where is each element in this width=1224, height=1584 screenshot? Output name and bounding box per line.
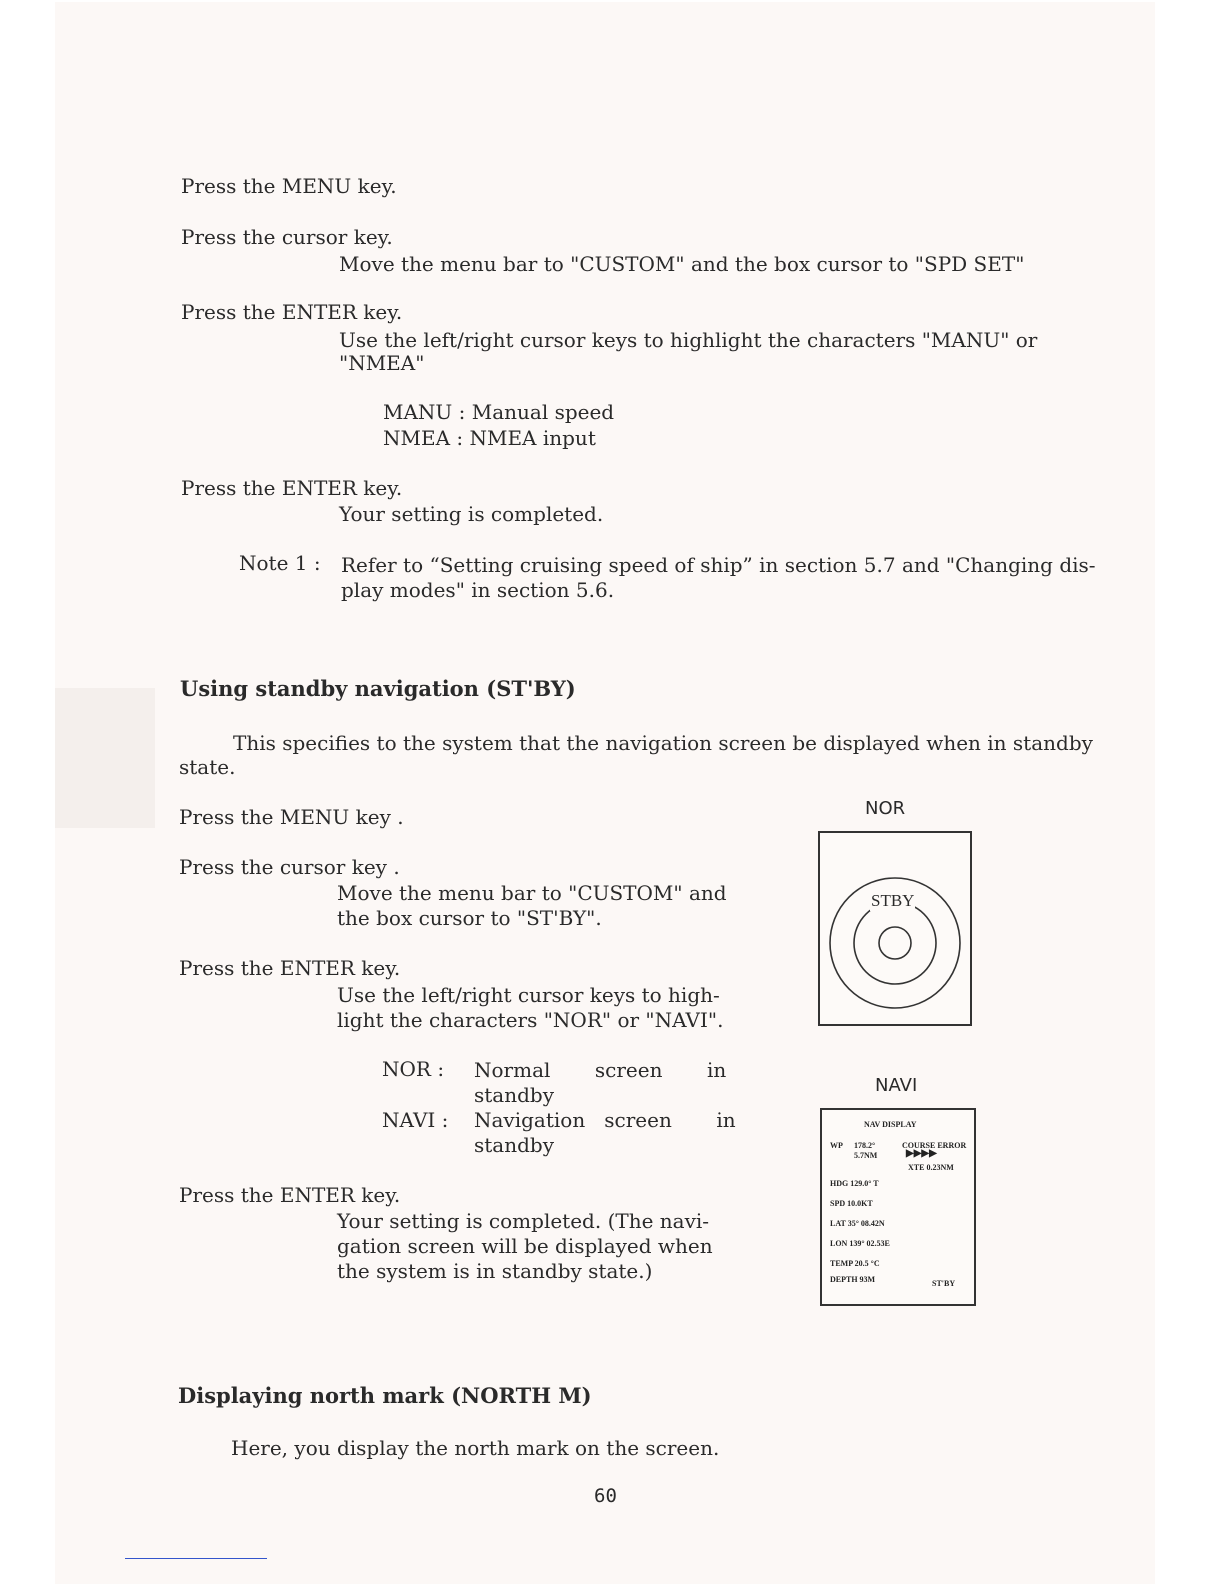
option-nor-line2: standby: [474, 1083, 555, 1107]
option-navi-line2: standby: [474, 1133, 555, 1157]
option-nor-label: NOR :: [382, 1057, 445, 1081]
page-number: 60: [594, 1485, 617, 1507]
standby-intro-line1: This specifies to the system that the navigation screen be displayed when in standby: [233, 731, 1093, 755]
page-tab-shade: [55, 688, 155, 828]
navi-lat: LAT 35° 08.42N: [830, 1219, 885, 1228]
note-label: Note 1 :: [239, 551, 321, 575]
navi-spd: SPD 10.0KT: [830, 1199, 873, 1208]
section-heading-north-mark: Displaying north mark (NORTH M): [178, 1383, 592, 1408]
figure-nor-rings: [820, 833, 970, 1024]
navi-hdg: HDG 129.0° T: [830, 1179, 879, 1188]
navi-xte: XTE 0.23NM: [908, 1163, 954, 1172]
standby-cursor-line1: Move the menu bar to "CUSTOM" and: [337, 881, 727, 905]
option-manu: MANU : Manual speed: [383, 400, 615, 424]
option-navi-line1: Navigation screen in: [474, 1108, 736, 1132]
step-enter-detail-line2: "NMEA": [339, 351, 425, 375]
navi-stby: ST'BY: [932, 1279, 956, 1288]
option-nmea: NMEA : NMEA input: [383, 426, 596, 450]
footer-rule: [125, 1558, 267, 1559]
standby-complete-line1: Your setting is completed. (The navi-: [337, 1209, 710, 1233]
standby-complete-line2: gation screen will be displayed when: [337, 1234, 713, 1258]
step-menu-key: Press the MENU key.: [181, 174, 397, 198]
option-nor-line1: Normal screen in: [474, 1058, 727, 1082]
navi-course-error: COURSE ERROR: [902, 1141, 967, 1150]
standby-intro-line2: state.: [179, 755, 236, 779]
step-enter-detail-line1: Use the left/right cursor keys to highlight the characters "MANU" or: [339, 328, 1038, 352]
middle-ring: [854, 902, 936, 984]
note-line2: play modes" in section 5.6.: [341, 578, 615, 602]
navi-wp-bearing: 178.2°: [854, 1141, 876, 1150]
inner-ring: [879, 927, 911, 959]
figure-navi-screen: [820, 1108, 976, 1306]
standby-enter-line1: Use the left/right cursor keys to high-: [337, 983, 720, 1007]
step-completed: Your setting is completed.: [339, 502, 604, 526]
standby-enter-line2: light the characters "NOR" or "NAVI".: [337, 1008, 724, 1032]
stby-label: STBY: [871, 891, 915, 910]
standby-step-enter-2: Press the ENTER key.: [179, 1183, 401, 1207]
figure-nor-title: NOR: [865, 798, 906, 819]
navi-temp: TEMP 20.5 °C: [830, 1259, 880, 1268]
navi-course-arrows: ▶▶▶▶: [906, 1148, 937, 1159]
standby-step-enter: Press the ENTER key.: [179, 956, 401, 980]
standby-step-menu: Press the MENU key .: [179, 805, 404, 829]
navi-wp-distance: 5.7NM: [854, 1151, 878, 1160]
step-enter-key: Press the ENTER key.: [181, 300, 403, 324]
step-cursor-detail: Move the menu bar to "CUSTOM" and the box cursor to "SPD SET": [339, 252, 1025, 276]
standby-complete-line3: the system is in standby state.): [337, 1259, 653, 1283]
note-line1: Refer to “Setting cruising speed of ship” in section 5.7 and "Changing dis-: [341, 553, 1096, 577]
navi-lon: LON 139° 02.53E: [830, 1239, 890, 1248]
navi-header: NAV DISPLAY: [864, 1120, 917, 1129]
navi-wp: WP: [830, 1141, 843, 1150]
north-mark-intro: Here, you display the north mark on the screen.: [231, 1436, 720, 1460]
step-enter-key-2: Press the ENTER key.: [181, 476, 403, 500]
figure-navi-title: NAVI: [875, 1075, 918, 1096]
option-navi-label: NAVI :: [382, 1108, 449, 1132]
standby-step-cursor: Press the cursor key .: [179, 855, 400, 879]
figure-nor-screen: [818, 831, 972, 1026]
navi-depth: DEPTH 93M: [830, 1275, 876, 1284]
step-cursor-key: Press the cursor key.: [181, 225, 393, 249]
section-heading-standby: Using standby navigation (ST'BY): [180, 676, 576, 701]
standby-cursor-line2: the box cursor to "ST'BY".: [337, 906, 602, 930]
